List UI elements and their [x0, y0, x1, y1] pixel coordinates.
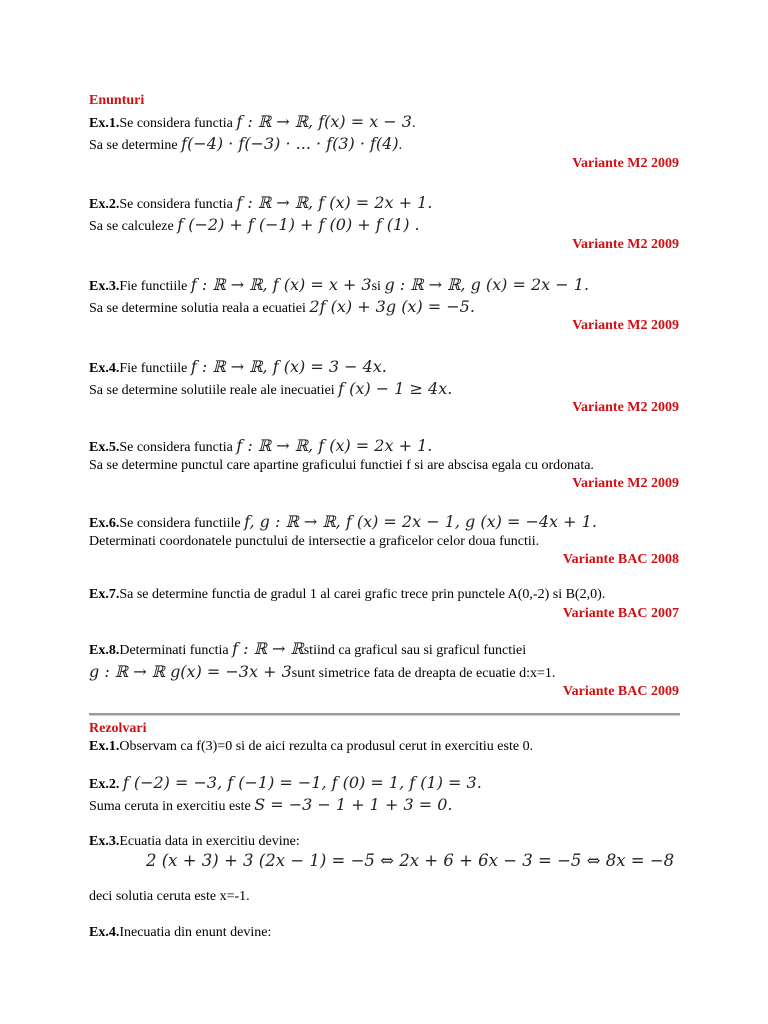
ex8-line1 [89, 641, 526, 659]
ex8-line2 [89, 664, 555, 682]
ex1-end1: . [411, 116, 416, 131]
ex2-line2 [89, 217, 420, 235]
ex1-formula1: f : ℝ → ℝ, f(x) = x − 3 [236, 112, 412, 131]
r1-text: Observam ca f(3)=0 si de aici rezulta ca produsul cerut in exercitiu este 0. [119, 739, 534, 754]
r3-line3: deci solutia ceruta este x=-1. [89, 889, 250, 904]
ex1-source: Variante M2 2009 [572, 156, 679, 171]
ex3-formula2: 2f (x) + 3g (x) = −5. [309, 297, 475, 316]
ex6-label: Ex.6. [89, 516, 120, 531]
ex3-label: Ex.3. [89, 279, 120, 294]
ex1-end2: . [398, 138, 403, 153]
ex1-label: Ex.1. [89, 116, 120, 131]
r3-text1: Ecuatia data in exercitiu devine: [119, 834, 300, 849]
ex2-formula1: f : ℝ → ℝ, f (x) = 2x + 1. [236, 193, 433, 212]
r4-line1 [89, 925, 271, 941]
ex4-text1: Fie functiile [119, 361, 188, 376]
ex8-text1b: stiind ca graficul sau si graficul functiei [303, 643, 527, 658]
ex6-formula1: f, g : ℝ → ℝ, f (x) = 2x − 1, g (x) = −4x + 1. [244, 512, 597, 531]
ex6-source: Variante BAC 2008 [562, 552, 679, 567]
r3-formula1: 2 (x + 3) + 3 (2x − 1) = −5 ⇔ 2x + 6 + 6x − 3 = −5 ⇔ 8x = −8 [146, 851, 675, 870]
ex4-source: Variante M2 2009 [572, 400, 679, 415]
r1-label: Ex.1. [89, 739, 120, 754]
r3-line2 [146, 853, 674, 871]
ex5-source: Variante M2 2009 [572, 476, 679, 491]
ex3-line2 [89, 299, 475, 317]
r1-line1 [89, 739, 533, 755]
r4-label: Ex.4. [89, 925, 120, 940]
ex4-text2: Sa se determine solutiile reale ale inecuatiei [89, 383, 335, 398]
ex6-line2: Determinati coordonatele punctului de intersectie a graficelor celor doua functii. [89, 534, 540, 549]
ex2-text2: Sa se calculeze [89, 219, 174, 234]
section-title-rezolvari: Rezolvari [89, 721, 147, 736]
ex8-formula1: f : ℝ → ℝ [232, 639, 304, 658]
r2-line2 [89, 797, 452, 815]
r3-line1 [89, 834, 300, 850]
ex3-line1 [89, 277, 589, 295]
ex8-text2: sunt simetrice fata de dreapta de ecuatie d:x=1. [291, 666, 556, 681]
ex2-formula2: f (−2) + f (−1) + f (0) + f (1) . [177, 215, 420, 234]
ex3-source: Variante M2 2009 [572, 318, 679, 333]
ex8-formula2: g : ℝ → ℝ g(x) = −3x + 3 [89, 662, 292, 681]
ex7-label: Ex.7. [89, 587, 120, 602]
ex8-source: Variante BAC 2009 [562, 684, 679, 699]
ex6-text1: Se considera functiile [119, 516, 241, 531]
ex3-formula1: f : ℝ → ℝ, f (x) = x + 3 [190, 275, 372, 294]
ex1-text1: Se considera functia [119, 116, 233, 131]
ex1-line1 [89, 114, 415, 132]
ex7-line1 [89, 587, 605, 603]
r4-text1: Inecuatia din enunt devine: [119, 925, 272, 940]
ex8-text1: Determinati functia [119, 643, 229, 658]
ex2-text1: Se considera functia [119, 197, 233, 212]
ex7-text1: Sa se determine functia de gradul 1 al carei grafic trece prin punctele A(0,-2) si B(2,0). [119, 587, 606, 602]
section-divider [89, 713, 680, 716]
ex1-text2: Sa se determine [89, 138, 178, 153]
ex5-label: Ex.5. [89, 440, 120, 455]
ex6-line1 [89, 514, 597, 532]
ex7-source: Variante BAC 2007 [562, 606, 679, 621]
ex1-line2 [89, 136, 402, 154]
r2-formula1: f (−2) = −3, f (−1) = −1, f (0) = 1, f (1) = 3. [122, 773, 482, 792]
r2-line1 [89, 775, 482, 793]
ex8-label: Ex.8. [89, 643, 120, 658]
ex5-formula1: f : ℝ → ℝ, f (x) = 2x + 1. [236, 436, 433, 455]
r2-formula2: S = −3 − 1 + 1 + 3 = 0. [254, 795, 453, 814]
ex3-text1: Fie functiile [119, 279, 188, 294]
ex3-si: si [371, 279, 381, 294]
ex2-source: Variante M2 2009 [572, 237, 679, 252]
ex4-label: Ex.4. [89, 361, 120, 376]
ex3-formula1b: g : ℝ → ℝ, g (x) = 2x − 1. [384, 275, 590, 294]
ex5-line2: Sa se determine punctul care apartine graficului functiei f si are abscisa egala cu ordonata. [89, 458, 594, 473]
ex1-formula2: f(−4) · f(−3) · ... · f(3) · f(4) [181, 134, 399, 153]
r3-label: Ex.3. [89, 834, 120, 849]
r2-label: Ex.2. [89, 777, 120, 792]
section-title-enunturi: Enunturi [89, 93, 145, 108]
ex4-formula2: f (x) − 1 ≥ 4x. [338, 379, 453, 398]
ex4-formula1: f : ℝ → ℝ, f (x) = 3 − 4x. [190, 357, 387, 376]
r2-text2: Suma ceruta in exercitiu este [89, 799, 251, 814]
ex5-text1: Se considera functia [119, 440, 233, 455]
ex5-line1 [89, 438, 432, 456]
ex2-label: Ex.2. [89, 197, 120, 212]
ex2-line1 [89, 195, 432, 213]
ex4-line2 [89, 381, 452, 399]
ex4-line1 [89, 359, 387, 377]
ex3-text2: Sa se determine solutia reala a ecuatiei [89, 301, 306, 316]
